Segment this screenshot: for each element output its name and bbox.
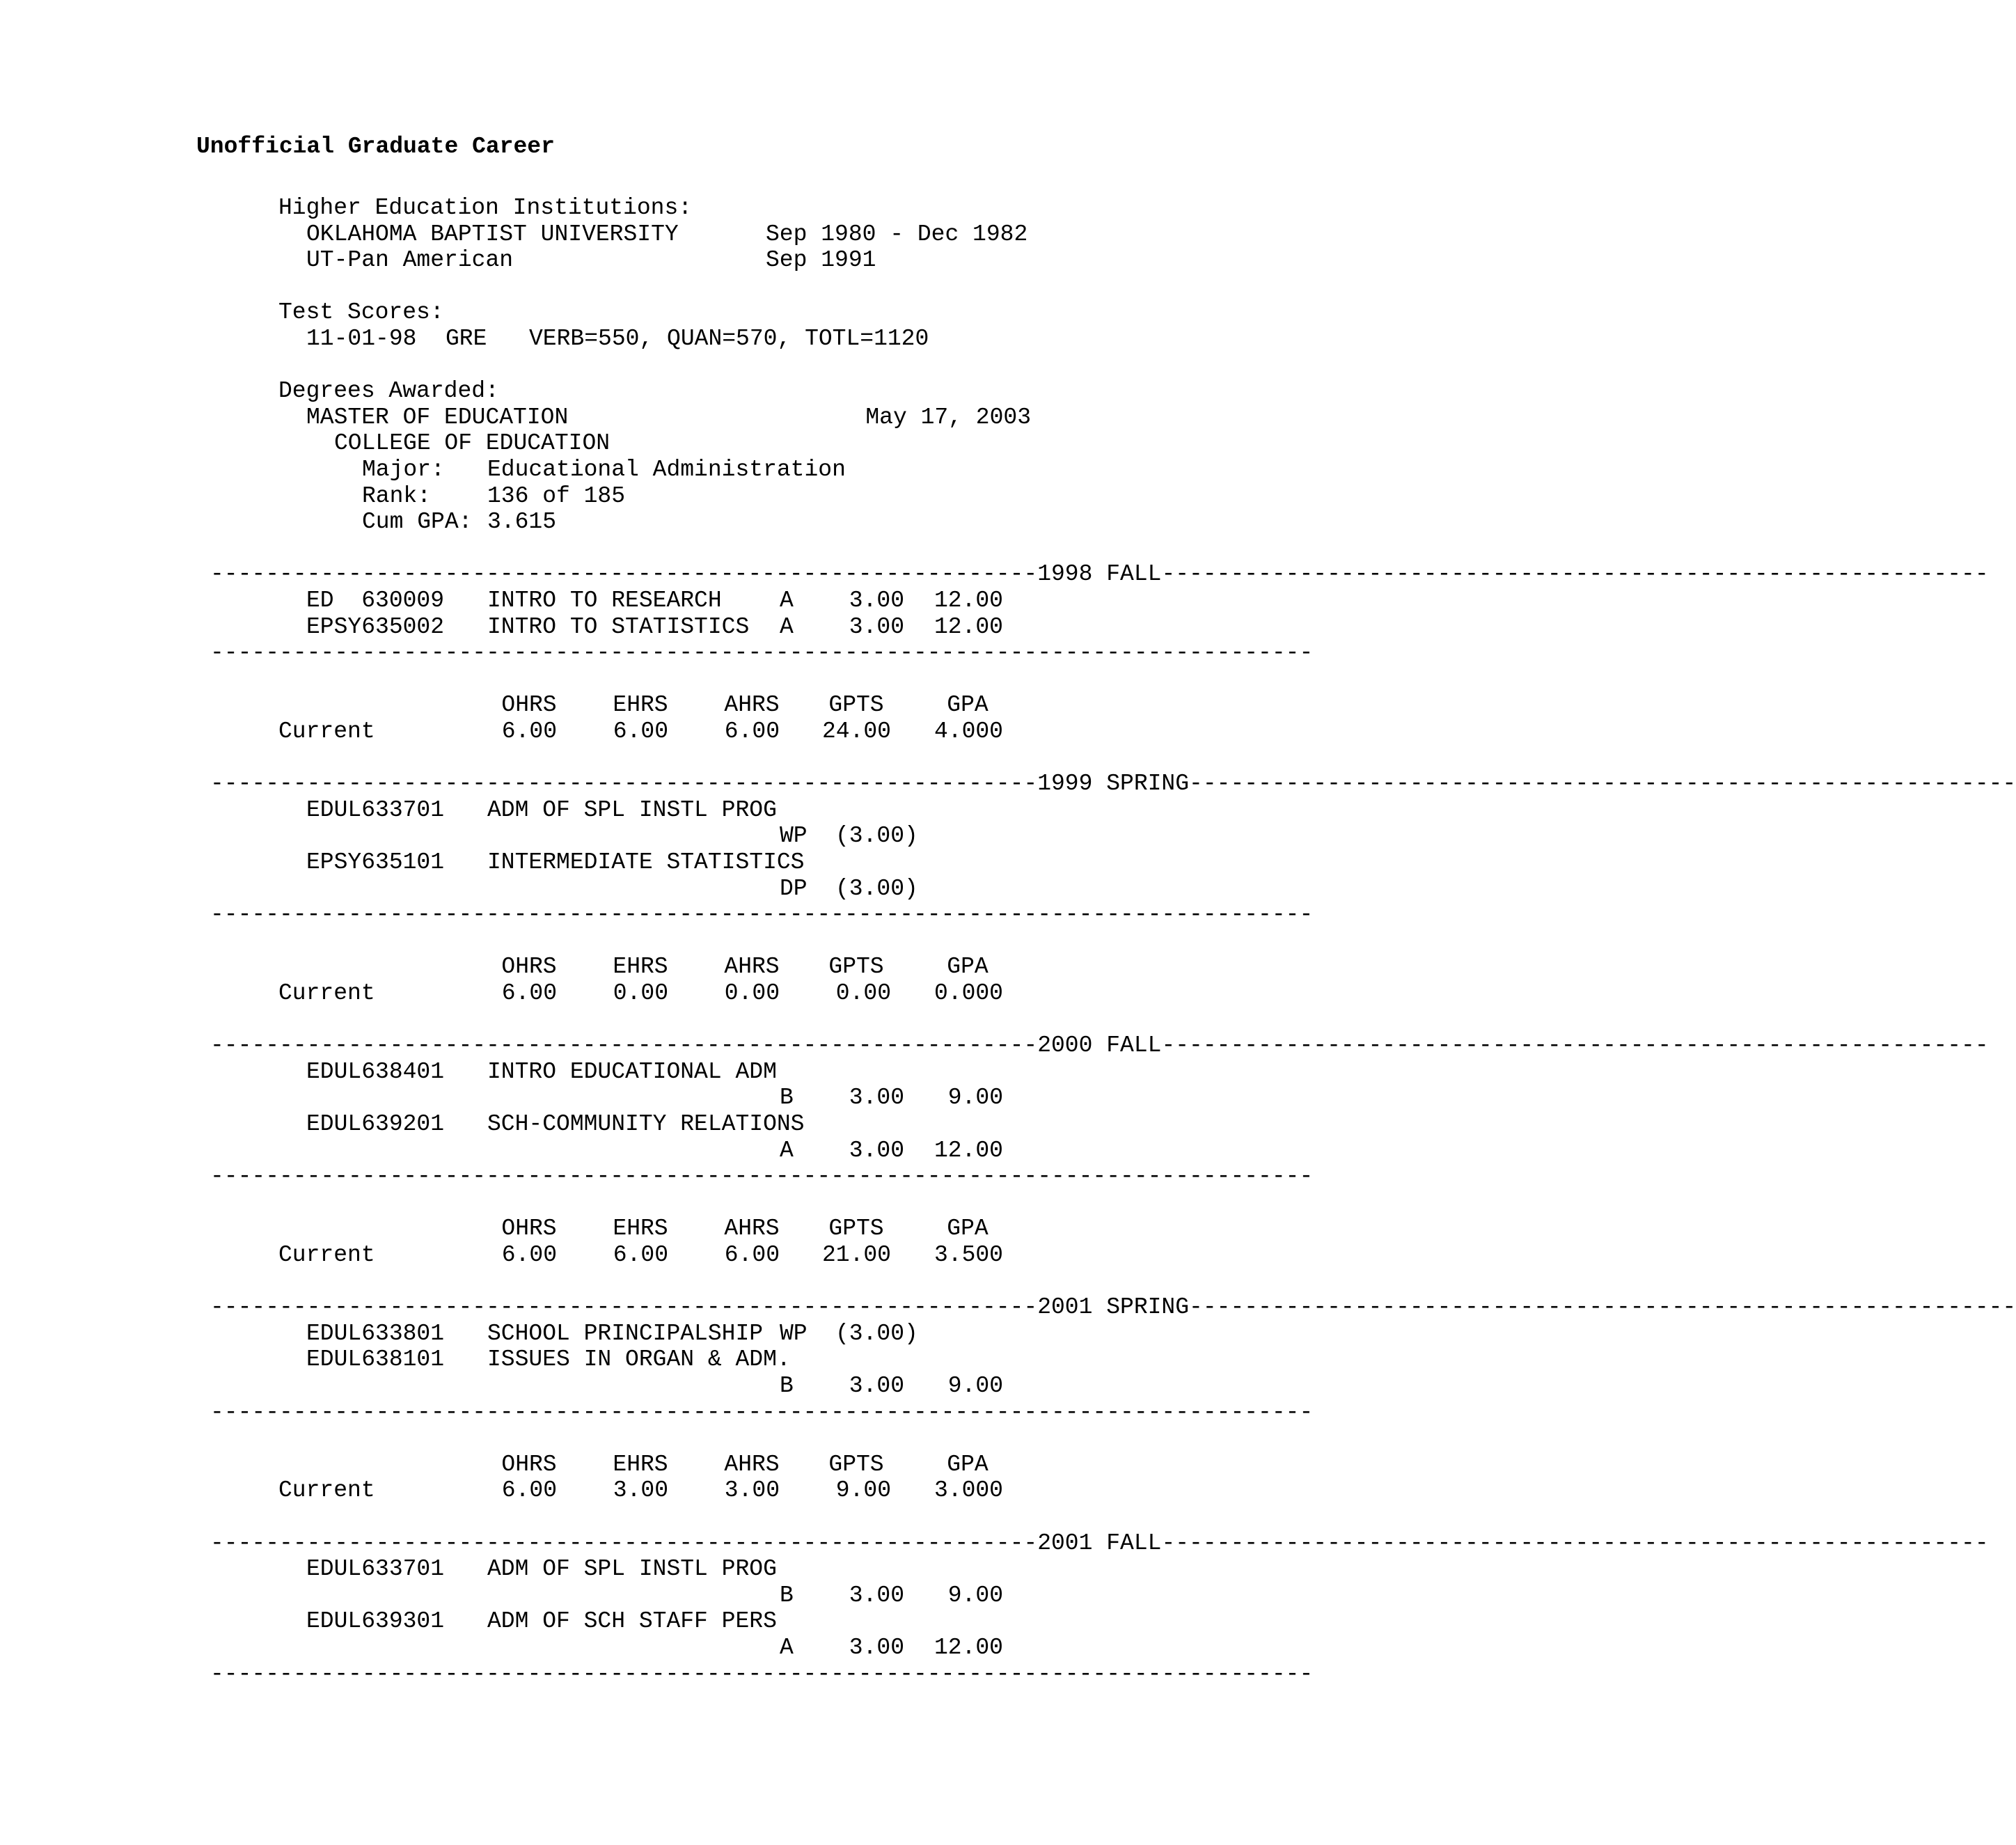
summary-value-ahrs: 6.00 (724, 1242, 780, 1268)
rule-dashes: ------------------------------------------------------------ (210, 561, 1038, 587)
summary-value-ahrs: 0.00 (724, 980, 780, 1006)
test-scores: VERB=550, QUAN=570, TOTL=1120 (529, 326, 929, 352)
summary-value-ahrs: 6.00 (724, 719, 780, 744)
institution-row (0, 247, 1426, 274)
course-row (0, 614, 1426, 641)
term-label: 2001 SPRING (1037, 1294, 1190, 1320)
course-points: 12.00 (934, 1138, 1003, 1163)
summary-header-row (0, 1452, 1426, 1478)
summary-value-ehrs: 6.00 (613, 1242, 668, 1268)
course-points: 12.00 (934, 1635, 1003, 1660)
summary-values-row (0, 980, 1426, 1007)
term-footer-rule: -------------------------------------------------------------------------------- (210, 640, 1314, 666)
course-grade: DP (780, 876, 808, 902)
summary-label: Current (278, 980, 375, 1006)
course-grade-row (0, 876, 1426, 902)
course-row (0, 1111, 1426, 1138)
institution-name: OKLAHOMA BAPTIST UNIVERSITY (306, 221, 679, 247)
summary-value-gpts: 0.00 (835, 980, 891, 1006)
institution-row (0, 221, 1426, 248)
summary-header-row (0, 1216, 1426, 1242)
course-row (0, 1556, 1426, 1583)
term-footer-rule: -------------------------------------------------------------------------------- (210, 1163, 1314, 1189)
course-row (0, 1347, 1426, 1373)
rank-row (0, 483, 1426, 510)
course-title: ADM OF SPL INSTL PROG (487, 797, 777, 823)
course-hours: (3.00) (835, 1321, 918, 1347)
course-code: EDUL638401 (306, 1059, 445, 1085)
rule-dashes: ------------------------------------------------------------ (210, 1294, 1038, 1320)
course-title: INTRO TO RESEARCH (487, 588, 722, 613)
degree-row (0, 405, 1426, 431)
term-header (210, 1033, 1989, 1059)
summary-values-row (0, 1477, 1426, 1504)
course-hours: 3.00 (849, 614, 904, 640)
summary-value-gpa: 3.500 (934, 1242, 1003, 1268)
rule-dashes: ------------------------------------------------------------ (1161, 1033, 1989, 1058)
course-row (0, 1059, 1426, 1085)
course-hours: 3.00 (849, 1138, 904, 1163)
summary-header-gpts: GPTS (828, 1452, 884, 1477)
summary-value-ahrs: 3.00 (724, 1477, 780, 1503)
term-label: 2001 FALL (1037, 1530, 1162, 1556)
course-hours: (3.00) (835, 876, 918, 902)
college-name: COLLEGE OF EDUCATION (334, 430, 611, 456)
summary-header-ahrs: AHRS (724, 1216, 780, 1241)
summary-header-ehrs: EHRS (613, 954, 668, 980)
summary-value-ehrs: 6.00 (613, 719, 668, 744)
rule-dashes: ------------------------------------------------------------ (210, 771, 1038, 796)
summary-value-ohrs: 6.00 (501, 1242, 557, 1268)
course-title: ADM OF SCH STAFF PERS (487, 1608, 777, 1634)
gpa-row (0, 509, 1426, 535)
summary-header-ahrs: AHRS (724, 692, 780, 718)
rule-dashes: ------------------------------------------------------------ (210, 1033, 1038, 1058)
cum-gpa-label: Cum GPA: (362, 509, 473, 535)
term-footer-rule: -------------------------------------------------------------------------------- (210, 1661, 1314, 1687)
summary-label: Current (278, 719, 375, 744)
course-row (0, 1608, 1426, 1635)
course-grade-row (0, 1635, 1426, 1661)
summary-value-ehrs: 3.00 (613, 1477, 668, 1503)
course-code: EDUL633701 (306, 1556, 445, 1582)
course-points: 12.00 (934, 614, 1003, 640)
rule-dashes: ------------------------------------------------------------ (1161, 561, 1989, 587)
summary-values-row (0, 1242, 1426, 1269)
summary-header-ehrs: EHRS (613, 1216, 668, 1241)
rule-dashes: ------------------------------------------------------------ (1189, 1294, 2016, 1320)
institutions-heading (0, 195, 1426, 221)
test-row (0, 326, 1426, 352)
course-code: EDUL633801 (306, 1321, 445, 1347)
summary-header-ehrs: EHRS (613, 1452, 668, 1477)
course-code: EDUL638101 (306, 1347, 445, 1372)
major-label: Major: (362, 457, 445, 482)
course-title: SCHOOL PRINCIPALSHIP (487, 1321, 764, 1347)
summary-header-ohrs: OHRS (501, 954, 557, 980)
section-heading: Test Scores: (278, 299, 444, 325)
summary-label: Current (278, 1477, 375, 1503)
summary-header-row (0, 692, 1426, 719)
course-title: ADM OF SPL INSTL PROG (487, 1556, 777, 1582)
summary-label: Current (278, 1242, 375, 1268)
course-grade: WP (780, 1321, 808, 1347)
course-title: SCH-COMMUNITY RELATIONS (487, 1111, 805, 1137)
institution-dates: Sep 1991 (766, 247, 876, 273)
course-points: 12.00 (934, 588, 1003, 613)
term-header (210, 1294, 2016, 1321)
degrees-heading (0, 378, 1426, 405)
degree-date: May 17, 2003 (865, 405, 1031, 430)
major-row (0, 457, 1426, 483)
course-points: 9.00 (947, 1373, 1003, 1399)
summary-value-gpa: 0.000 (934, 980, 1003, 1006)
course-code: EPSY635002 (306, 614, 445, 640)
test-date: 11-01-98 (306, 326, 417, 352)
summary-header-gpts: GPTS (828, 954, 884, 980)
summary-header-ohrs: OHRS (501, 692, 557, 718)
course-row (0, 797, 1426, 824)
term-header (210, 1530, 1989, 1557)
rule-dashes: ------------------------------------------------------------ (1189, 771, 2016, 796)
course-grade-row (0, 1085, 1426, 1111)
summary-value-ohrs: 6.00 (501, 1477, 557, 1503)
course-code: EDUL639301 (306, 1608, 445, 1634)
section-heading: Higher Education Institutions: (278, 195, 693, 221)
summary-values-row (0, 719, 1426, 745)
degree-name: MASTER OF EDUCATION (306, 405, 569, 430)
term-header (210, 771, 2016, 797)
summary-header-gpa: GPA (947, 692, 989, 718)
rank-value: 136 of 185 (487, 483, 626, 509)
course-grade-row (0, 823, 1426, 849)
cum-gpa-value: 3.615 (487, 509, 557, 535)
term-label: 2000 FALL (1037, 1033, 1162, 1058)
major-value: Educational Administration (487, 457, 846, 482)
course-code: EPSY635101 (306, 849, 445, 875)
course-grade: B (780, 1373, 794, 1399)
term-footer-rule: -------------------------------------------------------------------------------- (210, 1399, 1314, 1425)
summary-value-gpts: 24.00 (821, 719, 891, 744)
course-points: 9.00 (947, 1085, 1003, 1110)
rule-dashes: ------------------------------------------------------------ (1161, 1530, 1989, 1556)
summary-value-gpts: 21.00 (821, 1242, 891, 1268)
summary-header-gpa: GPA (947, 1452, 989, 1477)
summary-value-gpts: 9.00 (835, 1477, 891, 1503)
course-row (0, 588, 1426, 614)
course-hours: 3.00 (849, 1583, 904, 1608)
course-row (0, 1321, 1426, 1347)
course-grade-row (0, 1373, 1426, 1399)
summary-value-ehrs: 0.00 (613, 980, 668, 1006)
course-grade: A (780, 1138, 794, 1163)
course-grade-row (0, 1583, 1426, 1609)
course-grade: A (780, 614, 794, 640)
summary-header-gpts: GPTS (828, 692, 884, 718)
summary-header-ohrs: OHRS (501, 1216, 557, 1241)
term-footer-rule: -------------------------------------------------------------------------------- (210, 902, 1314, 927)
course-grade: A (780, 1635, 794, 1660)
course-code: EDUL639201 (306, 1111, 445, 1137)
tests-heading (0, 299, 1426, 326)
summary-header-gpa: GPA (947, 954, 989, 980)
course-title: INTERMEDIATE STATISTICS (487, 849, 805, 875)
course-grade: A (780, 588, 794, 613)
summary-header-ohrs: OHRS (501, 1452, 557, 1477)
course-grade: B (780, 1583, 794, 1608)
course-row (0, 849, 1426, 876)
course-grade: B (780, 1085, 794, 1110)
course-hours: 3.00 (849, 1373, 904, 1399)
course-code: ED 630009 (306, 588, 445, 613)
summary-header-row (0, 954, 1426, 980)
institution-dates: Sep 1980 - Dec 1982 (766, 221, 1028, 247)
course-title: INTRO EDUCATIONAL ADM (487, 1059, 777, 1085)
summary-value-gpa: 3.000 (934, 1477, 1003, 1503)
institution-name: UT-Pan American (306, 247, 514, 273)
course-grade-row (0, 1138, 1426, 1164)
summary-header-ehrs: EHRS (613, 692, 668, 718)
summary-header-ahrs: AHRS (724, 954, 780, 980)
summary-value-ohrs: 6.00 (501, 719, 557, 744)
course-grade: WP (780, 823, 808, 849)
test-name: GRE (446, 326, 487, 352)
term-label: 1999 SPRING (1037, 771, 1190, 796)
term-label: 1998 FALL (1037, 561, 1162, 587)
summary-header-ahrs: AHRS (724, 1452, 780, 1477)
section-heading: Degrees Awarded: (278, 378, 499, 404)
college-row (0, 430, 1426, 457)
summary-value-gpa: 4.000 (934, 719, 1003, 744)
course-hours: 3.00 (849, 588, 904, 613)
course-hours: 3.00 (849, 1635, 904, 1660)
rule-dashes: ------------------------------------------------------------ (210, 1530, 1038, 1556)
summary-value-ohrs: 6.00 (501, 980, 557, 1006)
course-hours: (3.00) (835, 823, 918, 849)
course-title: ISSUES IN ORGAN & ADM. (487, 1347, 791, 1372)
summary-header-gpa: GPA (947, 1216, 989, 1241)
course-points: 9.00 (947, 1583, 1003, 1608)
summary-header-gpts: GPTS (828, 1216, 884, 1241)
page-title: Unofficial Graduate Career (196, 134, 555, 159)
term-header (210, 561, 1989, 588)
rank-label: Rank: (362, 483, 432, 509)
course-code: EDUL633701 (306, 797, 445, 823)
course-title: INTRO TO STATISTICS (487, 614, 750, 640)
course-hours: 3.00 (849, 1085, 904, 1110)
